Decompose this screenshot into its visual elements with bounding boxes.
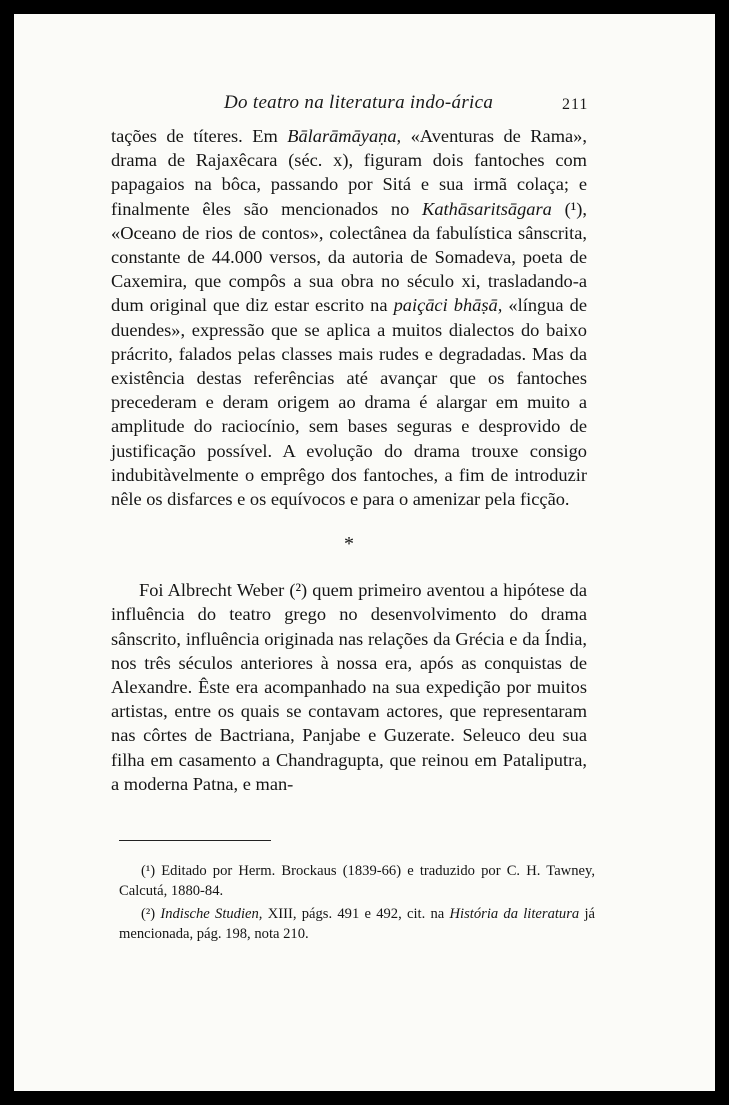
main-text <box>111 124 587 796</box>
paragraph-1-part-e: (¹), «Oceano de rios de contos», colectânea da fabulística sânscrita, constante de 44.000 versos, da autoria de Somadeva, poeta de Caxemira, que compôs a sua obra no século xi, trasladando-a dum original que diz estar escrito na <box>111 198 587 316</box>
paragraph-1-part-c: «Aventuras de Rama», drama de Rajaxêcara (séc. x), figuram dois fantoches com papagaios na bôca, passando por Sitá e sua irmã colaça; e finalmente êles são mencionados no <box>111 126 587 219</box>
italic-title-kathasaritsagara: Kathāsaritsāgara <box>422 198 552 219</box>
paragraph-1-part-g: «língua de duendes», expressão que se aplica a muitos dialectos do baixo prácrito, falados pelas classes mais rudes e degradadas. Mas da existência destas referências até avançar que os fantoches precederam e deram origem ao drama é alargar em muito a amplitude do raciocínio, sem bases seguras e desprovido de justificação possível. A evolução do drama trouxe consigo indubitàvelmente o emprêgo dos fantoches, a fim de introduzir nêle os disfarces e os equívocos e para o amenizar pela ficção. <box>111 295 588 510</box>
footnote-2-part-c: XIII, págs. 491 e 492, cit. na <box>262 906 450 922</box>
book-page <box>14 14 715 1091</box>
section-separator: * <box>344 533 354 556</box>
italic-title-indische-studien: Indische Studien, <box>160 906 263 922</box>
footnote-2-part-e: já mencionada, pág. 198, nota 210. <box>119 906 595 942</box>
paragraph-2: Foi Albrecht Weber (²) quem primeiro aventou a hipótese da influência do teatro grego no desenvolvimento do drama sânscrito, influência originada nas relações da Grécia e da Índia, nos três séculos anteriores à nossa era, após as conquistas de Alexandre. Êste era acompanhado na sua expedição por muitos artistas, entre os quais se contavam actores, que representaram nas côrtes de Bactriana, Panjabe e Guzerate. Seleuco deu sua filha em casamento a Chandragupta, que reinou em Pataliputra, a moderna Patna, e man- <box>111 580 587 794</box>
footnote-divider <box>119 840 271 841</box>
page-number: 211 <box>562 96 589 113</box>
italic-title-historia-da-literatura: História da literatura <box>449 906 580 922</box>
footnote-1: (¹) Editado por Herm. Brockaus (1839-66) e traduzido por C. H. Tawney, Calcutá, 1880-84. <box>119 863 595 899</box>
italic-term-paicaci-bhasa: paiçāci bhāṣā, <box>393 295 503 316</box>
footnote-2-marker: (²) <box>141 906 161 922</box>
footnotes <box>119 862 595 948</box>
italic-title-balaramayana: Bālarāmāyaṇa, <box>287 126 402 146</box>
running-header <box>14 92 715 118</box>
running-title: Do teatro na literatura indo-árica <box>224 92 494 113</box>
footnote-2 <box>119 905 595 944</box>
paragraph-1-part-a: tações de títeres. Em <box>111 126 288 146</box>
paragraph-1 <box>111 124 587 511</box>
